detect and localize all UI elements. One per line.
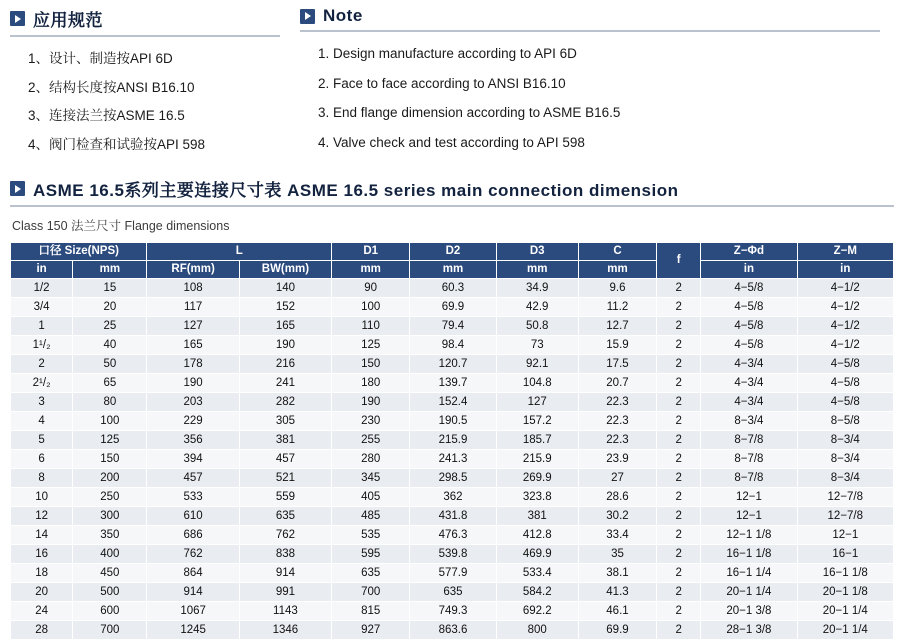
cell-size-in: 24 (11, 602, 73, 621)
cell-size-in: 1¹/₂ (11, 336, 73, 355)
table-header-row-1 (11, 243, 894, 261)
cell-size-mm: 100 (73, 412, 147, 431)
cell-zm: 4−5/8 (797, 393, 893, 412)
cell-size-in: 3 (11, 393, 73, 412)
cell-d2: 431.8 (410, 507, 496, 526)
cell-d3: 157.2 (496, 412, 578, 431)
cell-zd: 20−1 3/8 (701, 602, 797, 621)
header-l-bw: BW(mm) (239, 261, 331, 279)
cell-c: 46.1 (578, 602, 656, 621)
table-row (11, 450, 894, 469)
cell-f: 2 (657, 298, 701, 317)
header-l: L (147, 243, 332, 261)
cell-f: 2 (657, 488, 701, 507)
table-row (11, 488, 894, 507)
table-row (11, 298, 894, 317)
cell-d3: 34.9 (496, 279, 578, 298)
cell-f: 2 (657, 564, 701, 583)
cell-f: 2 (657, 317, 701, 336)
cell-l-rf: 914 (147, 583, 239, 602)
list-item: 1、设计、制造按API 6D (28, 51, 173, 66)
cell-size-in: 1/2 (11, 279, 73, 298)
cell-zm: 8−3/4 (797, 450, 893, 469)
table-row (11, 621, 894, 640)
chinese-notes-heading (10, 6, 290, 31)
cell-zm: 4−1/2 (797, 317, 893, 336)
cell-d3: 800 (496, 621, 578, 640)
cell-l-bw: 635 (239, 507, 331, 526)
cell-d1: 180 (332, 374, 410, 393)
cell-l-rf: 1245 (147, 621, 239, 640)
table-body (11, 279, 894, 640)
cell-l-bw: 216 (239, 355, 331, 374)
cell-c: 17.5 (578, 355, 656, 374)
header-size-in: in (11, 261, 73, 279)
cell-f: 2 (657, 621, 701, 640)
cell-c: 22.3 (578, 412, 656, 431)
cell-l-rf: 457 (147, 469, 239, 488)
cell-zm: 4−1/2 (797, 336, 893, 355)
cell-d2: 539.8 (410, 545, 496, 564)
cell-l-rf: 190 (147, 374, 239, 393)
cell-size-mm: 500 (73, 583, 147, 602)
header-zd-unit: in (701, 261, 797, 279)
cell-zm: 20−1 1/4 (797, 602, 893, 621)
cell-zd: 4−5/8 (701, 336, 797, 355)
cell-zm: 4−1/2 (797, 279, 893, 298)
cell-d3: 584.2 (496, 583, 578, 602)
cell-l-bw: 190 (239, 336, 331, 355)
cell-d1: 280 (332, 450, 410, 469)
cell-zd: 4−3/4 (701, 374, 797, 393)
cell-d2: 863.6 (410, 621, 496, 640)
arrow-bullet-icon (10, 11, 25, 26)
cell-size-in: 8 (11, 469, 73, 488)
table-row (11, 545, 894, 564)
cell-size-in: 16 (11, 545, 73, 564)
header-size-mm: mm (73, 261, 147, 279)
cell-f: 2 (657, 469, 701, 488)
cell-size-mm: 250 (73, 488, 147, 507)
dimension-table-title: ASME 16.5系列主要连接尺寸表 ASME 16.5 series main connection dimension (33, 181, 679, 200)
arrow-bullet-icon (300, 9, 315, 24)
divider (300, 30, 880, 32)
cell-zd: 4−5/8 (701, 317, 797, 336)
cell-d2: 190.5 (410, 412, 496, 431)
header-d2: D2 (410, 243, 496, 261)
table-row (11, 431, 894, 450)
cell-f: 2 (657, 355, 701, 374)
cell-l-rf: 686 (147, 526, 239, 545)
cell-d1: 485 (332, 507, 410, 526)
table-row (11, 526, 894, 545)
cell-l-rf: 165 (147, 336, 239, 355)
table-row (11, 564, 894, 583)
cell-size-mm: 25 (73, 317, 147, 336)
cell-f: 2 (657, 374, 701, 393)
cell-size-in: 12 (11, 507, 73, 526)
cell-zd: 16−1 1/8 (701, 545, 797, 564)
cell-c: 41.3 (578, 583, 656, 602)
cell-size-in: 2¹/₂ (11, 374, 73, 393)
cell-l-bw: 914 (239, 564, 331, 583)
cell-zm: 4−5/8 (797, 374, 893, 393)
chinese-notes-title: 应用规范 (33, 11, 103, 30)
cell-d2: 298.5 (410, 469, 496, 488)
dimension-table-subtitle: Class 150 法兰尺寸 Flange dimensions (12, 219, 230, 233)
header-d3-unit: mm (496, 261, 578, 279)
cell-l-bw: 762 (239, 526, 331, 545)
cell-zm: 8−5/8 (797, 412, 893, 431)
cell-f: 2 (657, 279, 701, 298)
header-d1-unit: mm (332, 261, 410, 279)
table-row (11, 602, 894, 621)
cell-d3: 533.4 (496, 564, 578, 583)
cell-c: 9.6 (578, 279, 656, 298)
cell-zd: 20−1 1/4 (701, 583, 797, 602)
list-item: 2、结构长度按ANSI B16.10 (28, 79, 195, 95)
cell-zd: 8−3/4 (701, 412, 797, 431)
cell-d3: 92.1 (496, 355, 578, 374)
cell-size-in: 14 (11, 526, 73, 545)
cell-c: 12.7 (578, 317, 656, 336)
cell-zd: 12−1 (701, 488, 797, 507)
cell-zm: 8−3/4 (797, 469, 893, 488)
table-row (11, 507, 894, 526)
cell-l-rf: 229 (147, 412, 239, 431)
table-row (11, 279, 894, 298)
cell-l-rf: 178 (147, 355, 239, 374)
cell-zm: 12−7/8 (797, 488, 893, 507)
cell-zd: 8−7/8 (701, 431, 797, 450)
cell-l-bw: 559 (239, 488, 331, 507)
cell-zd: 8−7/8 (701, 450, 797, 469)
cell-c: 33.4 (578, 526, 656, 545)
cell-zm: 16−1 1/8 (797, 564, 893, 583)
cell-l-bw: 152 (239, 298, 331, 317)
table-row (11, 355, 894, 374)
cell-d2: 69.9 (410, 298, 496, 317)
cell-c: 69.9 (578, 621, 656, 640)
cell-l-rf: 394 (147, 450, 239, 469)
cell-l-bw: 140 (239, 279, 331, 298)
list-item: 4、阀门检查和试验按API 598 (28, 136, 206, 152)
cell-zm: 20−1 1/8 (797, 583, 893, 602)
cell-d3: 42.9 (496, 298, 578, 317)
cell-f: 2 (657, 412, 701, 431)
cell-l-bw: 457 (239, 450, 331, 469)
cell-zd: 4−5/8 (701, 279, 797, 298)
cell-d2: 476.3 (410, 526, 496, 545)
cell-size-in: 1 (11, 317, 73, 336)
header-zm-unit: in (797, 261, 893, 279)
cell-l-rf: 610 (147, 507, 239, 526)
divider (10, 205, 894, 207)
cell-f: 2 (657, 545, 701, 564)
table-row (11, 317, 894, 336)
cell-d1: 125 (332, 336, 410, 355)
table-row (11, 412, 894, 431)
cell-c: 28.6 (578, 488, 656, 507)
cell-size-in: 2 (11, 355, 73, 374)
cell-size-in: 18 (11, 564, 73, 583)
english-notes-title: Note (323, 6, 363, 25)
cell-l-rf: 356 (147, 431, 239, 450)
cell-size-mm: 125 (73, 431, 147, 450)
list-item: 2. Face to face according to ANSI B16.10 (318, 75, 566, 91)
header-zm: Z−M (797, 243, 893, 261)
header-c: C (578, 243, 656, 261)
chinese-notes-list (10, 49, 290, 154)
cell-zd: 4−3/4 (701, 393, 797, 412)
header-d3: D3 (496, 243, 578, 261)
cell-zd: 8−7/8 (701, 469, 797, 488)
cell-size-mm: 200 (73, 469, 147, 488)
list-item: 4. Valve check and test according to API 598 (318, 134, 585, 150)
header-d2-unit: mm (410, 261, 496, 279)
cell-size-mm: 80 (73, 393, 147, 412)
cell-d2: 60.3 (410, 279, 496, 298)
cell-size-mm: 150 (73, 450, 147, 469)
header-zd: Z−Φd (701, 243, 797, 261)
cell-d3: 104.8 (496, 374, 578, 393)
cell-zm: 20−1 1/4 (797, 621, 893, 640)
cell-d3: 50.8 (496, 317, 578, 336)
cell-l-rf: 127 (147, 317, 239, 336)
english-notes-list (300, 44, 890, 152)
cell-d2: 635 (410, 583, 496, 602)
cell-d1: 230 (332, 412, 410, 431)
cell-f: 2 (657, 431, 701, 450)
arrow-bullet-icon (10, 181, 25, 196)
cell-l-bw: 1143 (239, 602, 331, 621)
cell-d2: 577.9 (410, 564, 496, 583)
dimension-table (10, 242, 894, 640)
cell-l-rf: 1067 (147, 602, 239, 621)
cell-l-rf: 117 (147, 298, 239, 317)
cell-size-mm: 300 (73, 507, 147, 526)
cell-c: 15.9 (578, 336, 656, 355)
cell-d2: 139.7 (410, 374, 496, 393)
cell-size-mm: 40 (73, 336, 147, 355)
cell-d3: 692.2 (496, 602, 578, 621)
table-row (11, 374, 894, 393)
cell-l-rf: 108 (147, 279, 239, 298)
cell-f: 2 (657, 393, 701, 412)
table-row (11, 583, 894, 602)
cell-size-mm: 700 (73, 621, 147, 640)
header-size: 口径 Size(NPS) (11, 243, 147, 261)
cell-d1: 190 (332, 393, 410, 412)
cell-f: 2 (657, 583, 701, 602)
cell-c: 22.3 (578, 431, 656, 450)
cell-zd: 4−5/8 (701, 298, 797, 317)
cell-d3: 323.8 (496, 488, 578, 507)
cell-d1: 110 (332, 317, 410, 336)
cell-zd: 12−1 1/8 (701, 526, 797, 545)
cell-l-bw: 1346 (239, 621, 331, 640)
cell-d1: 150 (332, 355, 410, 374)
cell-c: 27 (578, 469, 656, 488)
table-header (11, 243, 894, 279)
cell-zm: 16−1 (797, 545, 893, 564)
cell-l-bw: 305 (239, 412, 331, 431)
cell-c: 38.1 (578, 564, 656, 583)
header-f: f (657, 243, 701, 279)
cell-d2: 749.3 (410, 602, 496, 621)
cell-f: 2 (657, 450, 701, 469)
cell-c: 20.7 (578, 374, 656, 393)
english-notes-column (300, 6, 890, 162)
cell-d1: 927 (332, 621, 410, 640)
cell-d3: 469.9 (496, 545, 578, 564)
cell-c: 11.2 (578, 298, 656, 317)
header-l-rf: RF(mm) (147, 261, 239, 279)
cell-d2: 98.4 (410, 336, 496, 355)
cell-l-rf: 864 (147, 564, 239, 583)
cell-l-rf: 203 (147, 393, 239, 412)
cell-d1: 535 (332, 526, 410, 545)
chinese-notes-column (10, 6, 290, 163)
cell-d3: 269.9 (496, 469, 578, 488)
cell-size-mm: 350 (73, 526, 147, 545)
cell-c: 30.2 (578, 507, 656, 526)
cell-d3: 381 (496, 507, 578, 526)
cell-l-bw: 381 (239, 431, 331, 450)
cell-d1: 815 (332, 602, 410, 621)
cell-f: 2 (657, 336, 701, 355)
cell-l-rf: 762 (147, 545, 239, 564)
table-header-row-2 (11, 261, 894, 279)
cell-size-in: 20 (11, 583, 73, 602)
cell-zm: 12−1 (797, 526, 893, 545)
cell-d2: 152.4 (410, 393, 496, 412)
cell-d2: 241.3 (410, 450, 496, 469)
cell-d3: 412.8 (496, 526, 578, 545)
cell-d1: 635 (332, 564, 410, 583)
cell-d3: 215.9 (496, 450, 578, 469)
cell-size-mm: 50 (73, 355, 147, 374)
cell-c: 35 (578, 545, 656, 564)
cell-d1: 90 (332, 279, 410, 298)
table-row (11, 336, 894, 355)
cell-zm: 4−5/8 (797, 355, 893, 374)
cell-size-mm: 15 (73, 279, 147, 298)
cell-d1: 255 (332, 431, 410, 450)
cell-zm: 12−7/8 (797, 507, 893, 526)
cell-d1: 100 (332, 298, 410, 317)
cell-zm: 8−3/4 (797, 431, 893, 450)
cell-size-in: 6 (11, 450, 73, 469)
cell-c: 23.9 (578, 450, 656, 469)
table-row (11, 393, 894, 412)
cell-d2: 79.4 (410, 317, 496, 336)
divider (10, 35, 280, 37)
cell-d1: 345 (332, 469, 410, 488)
cell-zd: 16−1 1/4 (701, 564, 797, 583)
list-item: 3、连接法兰按ASME 16.5 (28, 108, 185, 124)
cell-size-mm: 400 (73, 545, 147, 564)
cell-zd: 4−3/4 (701, 355, 797, 374)
cell-size-mm: 450 (73, 564, 147, 583)
cell-f: 2 (657, 507, 701, 526)
cell-size-in: 5 (11, 431, 73, 450)
cell-d2: 120.7 (410, 355, 496, 374)
cell-d3: 127 (496, 393, 578, 412)
cell-d3: 73 (496, 336, 578, 355)
cell-zm: 4−1/2 (797, 298, 893, 317)
cell-l-bw: 838 (239, 545, 331, 564)
cell-d1: 595 (332, 545, 410, 564)
cell-l-rf: 533 (147, 488, 239, 507)
cell-f: 2 (657, 526, 701, 545)
cell-size-in: 28 (11, 621, 73, 640)
dimension-table-section (10, 176, 894, 640)
cell-size-in: 3/4 (11, 298, 73, 317)
cell-d1: 405 (332, 488, 410, 507)
list-item: 1. Design manufacture according to API 6D (318, 46, 577, 61)
cell-d1: 700 (332, 583, 410, 602)
cell-c: 22.3 (578, 393, 656, 412)
cell-d2: 215.9 (410, 431, 496, 450)
cell-d2: 362 (410, 488, 496, 507)
table-row (11, 469, 894, 488)
cell-l-bw: 991 (239, 583, 331, 602)
cell-l-bw: 282 (239, 393, 331, 412)
cell-l-bw: 241 (239, 374, 331, 393)
cell-zd: 28−1 3/8 (701, 621, 797, 640)
cell-zd: 12−1 (701, 507, 797, 526)
cell-l-bw: 521 (239, 469, 331, 488)
cell-size-in: 4 (11, 412, 73, 431)
header-c-unit: mm (578, 261, 656, 279)
dimension-table-heading (10, 176, 894, 201)
cell-size-in: 10 (11, 488, 73, 507)
cell-size-mm: 65 (73, 374, 147, 393)
cell-f: 2 (657, 602, 701, 621)
cell-size-mm: 20 (73, 298, 147, 317)
cell-size-mm: 600 (73, 602, 147, 621)
cell-l-bw: 165 (239, 317, 331, 336)
header-d1: D1 (332, 243, 410, 261)
english-notes-heading (300, 6, 890, 26)
cell-d3: 185.7 (496, 431, 578, 450)
list-item: 3. End flange dimension according to ASME B16.5 (318, 105, 621, 121)
